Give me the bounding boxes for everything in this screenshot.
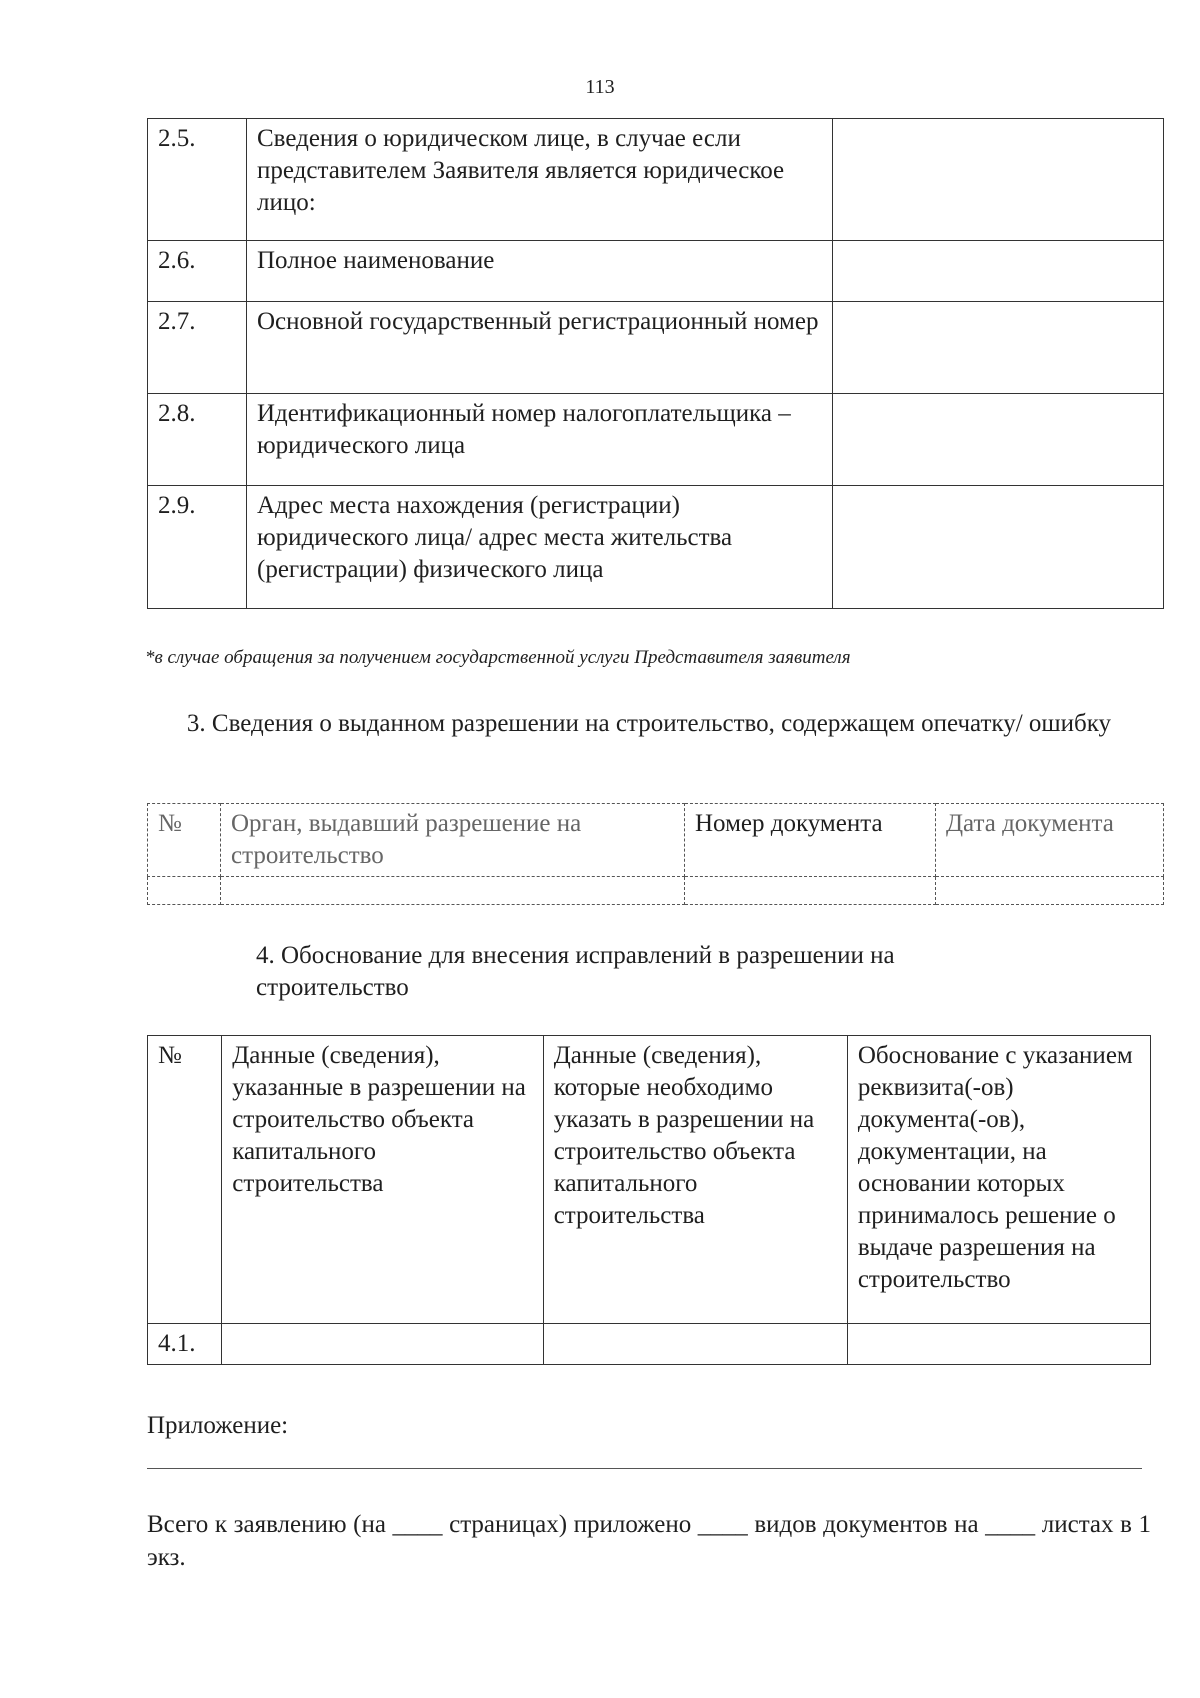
header-number: № <box>148 804 221 877</box>
table-row <box>148 302 1164 394</box>
footnote: *в случае обращения за получением государственной услуги Представителя заявителя <box>145 647 851 668</box>
table-row <box>148 486 1164 609</box>
row-label: Полное наименование <box>247 241 833 302</box>
row-label: Идентификационный номер налогоплательщика – юридического лица <box>247 394 833 486</box>
attachment-total-text: Всего к заявлению (на ____ страницах) приложено ____ видов документов на ____ листах в 1 экз. <box>147 1511 1151 1571</box>
row-label: Сведения о юридическом лице, в случае если представителем Заявителя является юридическое лицо: <box>247 119 833 241</box>
cell-number[interactable] <box>148 877 221 905</box>
cell-issuing-authority[interactable] <box>221 877 685 905</box>
row-label: Адрес места нахождения (регистрации) юридического лица/ адрес места жительства (регистрации) физического лица <box>247 486 833 609</box>
cell-current-data[interactable] <box>222 1324 543 1365</box>
attachment-label: Приложение: <box>147 1412 289 1439</box>
header-document-date: Дата документа <box>936 804 1164 877</box>
row-number: 2.8. <box>148 394 247 486</box>
issued-permit-table <box>147 803 1164 905</box>
table-row <box>148 119 1164 241</box>
row-number: 2.5. <box>148 119 247 241</box>
row-value-cell[interactable] <box>833 394 1164 486</box>
row-number: 2.7. <box>148 302 247 394</box>
cell-document-number[interactable] <box>685 877 936 905</box>
applicant-legal-entity-table <box>147 118 1164 609</box>
row-value-cell[interactable] <box>833 241 1164 302</box>
table-header-row <box>148 1036 1151 1324</box>
header-document-number: Номер документа <box>685 804 936 877</box>
row-number: 2.9. <box>148 486 247 609</box>
header-justification: Обоснование с указанием реквизита(-ов) документа(-ов), документации, на основании которых принималось решение о выдаче разрешения на строительство <box>847 1036 1150 1324</box>
cell-required-data[interactable] <box>543 1324 847 1365</box>
page-number: 113 <box>585 76 615 98</box>
section-4-title: 4. Обоснование для внесения исправлений в разрешении на строительство <box>256 942 895 1001</box>
cell-document-date[interactable] <box>936 877 1164 905</box>
table-row <box>148 877 1164 905</box>
table-row <box>148 241 1164 302</box>
row-value-cell[interactable] <box>833 486 1164 609</box>
header-current-data: Данные (сведения), указанные в разрешении на строительство объекта капитального строительства <box>222 1036 543 1324</box>
row-label: Основной государственный регистрационный номер <box>247 302 833 394</box>
table-row <box>148 394 1164 486</box>
row-value-cell[interactable] <box>833 119 1164 241</box>
section-3-title: 3. Сведения о выданном разрешении на строительство, содержащем опечатку/ ошибку <box>186 710 1112 737</box>
row-value-cell[interactable] <box>833 302 1164 394</box>
header-required-data: Данные (сведения), которые необходимо указать в разрешении на строительство объекта капитального строительства <box>543 1036 847 1324</box>
cell-number: 4.1. <box>148 1324 222 1365</box>
row-number: 2.6. <box>148 241 247 302</box>
attachment-fill-line[interactable] <box>147 1468 1142 1469</box>
correction-reasons-table <box>147 1035 1151 1365</box>
table-header-row <box>148 804 1164 877</box>
header-number: № <box>148 1036 222 1324</box>
cell-justification[interactable] <box>847 1324 1150 1365</box>
table-row <box>148 1324 1151 1365</box>
header-issuing-authority: Орган, выдавший разрешение на строительство <box>221 804 685 877</box>
